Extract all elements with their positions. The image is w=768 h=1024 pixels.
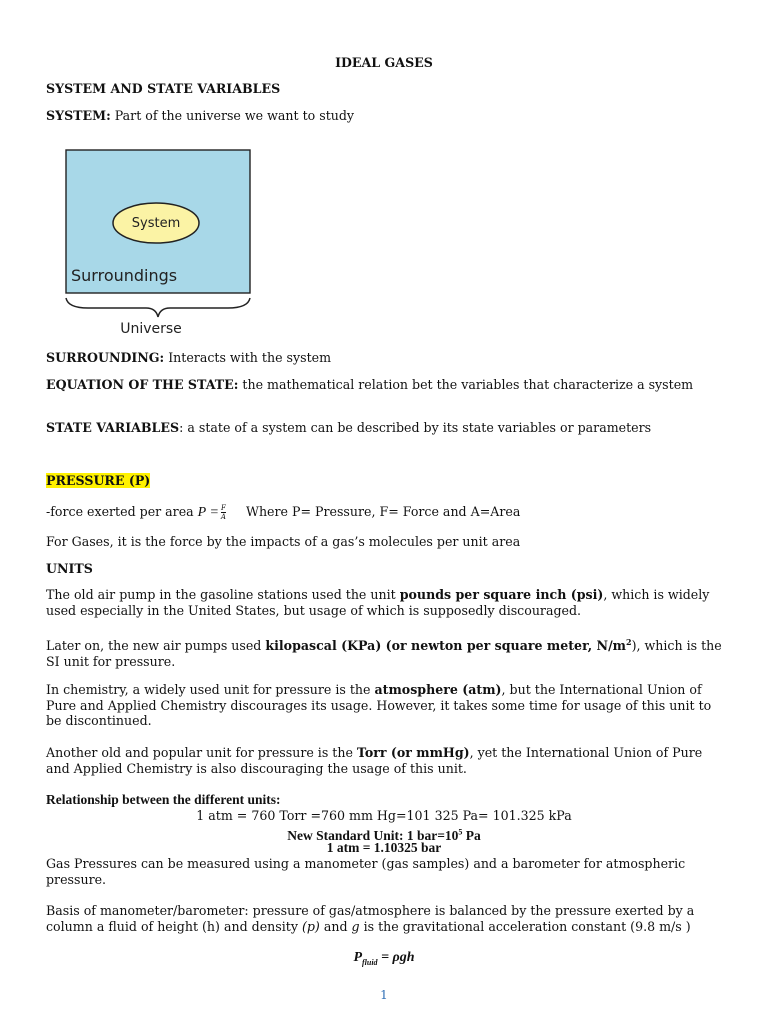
manometer-paragraph: Gas Pressures can be measured using a manometer (gas samples) and a barometer for atmospheric pressure.	[46, 856, 686, 887]
fluid-pressure-formula: $P_{fluid} = \rho gh$	[353, 950, 415, 967]
pressure-heading: PRESSURE (P)	[46, 473, 151, 488]
standard-unit-line: New Standard Unit: 1 $bar=10^5$ Pa	[287, 827, 481, 843]
kpa-paragraph: Later on, the new air pumps used kilopascal (KPa) (or newton per square meter, $N/m^2$), which is the SI unit for pressure.	[46, 637, 722, 669]
universe-label: Universe	[120, 321, 182, 337]
force-over-area-fraction: $\frac{F}{A}$	[220, 504, 226, 521]
system-diagram	[58, 143, 258, 338]
force-per-area-line: -force exerted per area P = $\frac{F}{A}$ Where P= Pressure, F= Force and A=Area	[46, 504, 521, 521]
surroundings-label: Surroundings	[71, 266, 178, 285]
state-variables-definition: STATE VARIABLES: a state of a system can be described by its state variables or parameters	[46, 420, 652, 435]
psi-paragraph: The old air pump in the gasoline stations used the unit pounds per square inch (psi), which is widely used especially in the United States, but usage of which is supposedly discouraged.	[46, 587, 710, 618]
surrounding-definition: SURROUNDING: Interacts with the system	[46, 350, 332, 365]
unit-relationship-line: 1 atm = 760 Torr =760 mm Hg=101 325 Pa= 101.325 kPa	[196, 808, 572, 823]
system-label: System	[131, 216, 181, 231]
system-definition: SYSTEM: Part of the universe we want to study	[46, 108, 355, 123]
equation-of-state-definition: EQUATION OF THE STATE: the mathematical relation bet the variables that characterize a system	[46, 377, 694, 392]
atm-bar-line: 1 atm = 1.10325 bar	[326, 840, 442, 855]
gases-pressure-line: For Gases, it is the force by the impacts of a gas’s molecules per unit area	[46, 534, 521, 549]
pressure-formula: P =	[197, 505, 219, 520]
units-heading: UNITS	[46, 561, 93, 576]
universe-brace	[66, 298, 250, 317]
relationship-heading: Relationship between the different units:	[46, 792, 281, 807]
page-number: 1	[380, 988, 388, 1002]
atm-paragraph: In chemistry, a widely used unit for pressure is the atmosphere (atm), but the International Union of Pure and Applied Chemistry discourages its usage. However, it takes some time for usage of this unit to be discontinued.	[46, 682, 712, 728]
basis-paragraph: Basis of manometer/barometer: pressure of gas/atmosphere is balanced by the pressure exerted by a column a fluid of height (h) and density (p) and g is the gravitational acceleration constant (9.8 m/s )	[46, 903, 695, 934]
page-title: IDEAL GASES	[335, 55, 433, 70]
torr-paragraph: Another old and popular unit for pressure is the Torr (or mmHg), yet the International Union of Pure and Applied Chemistry is also discouraging the usage of this unit.	[46, 745, 703, 776]
heading-system-state-variables: SYSTEM AND STATE VARIABLES	[46, 81, 281, 96]
